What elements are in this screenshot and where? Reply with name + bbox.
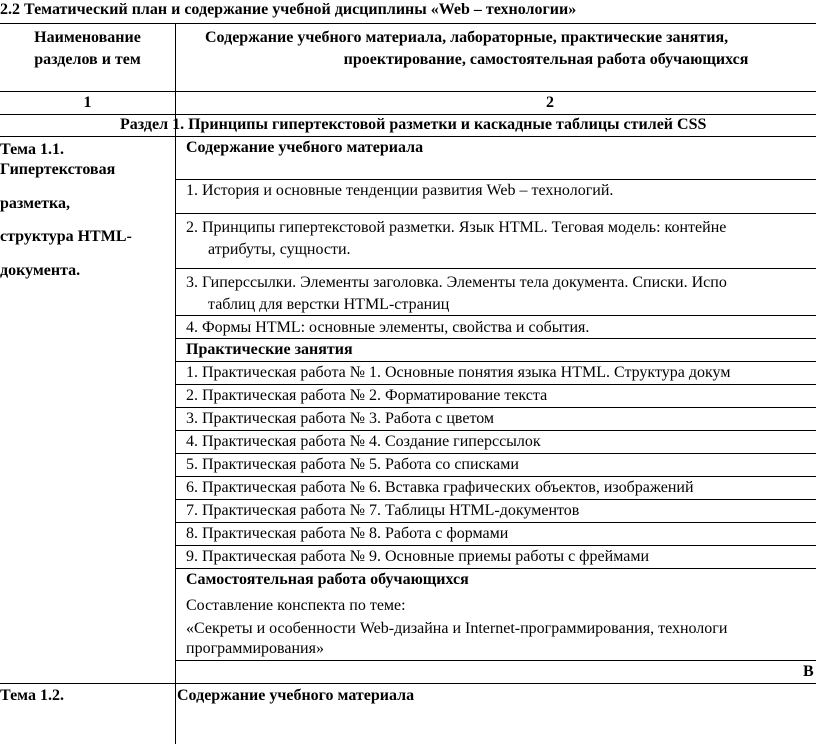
practical-item: 1. Практическая работа № 1. Основные понятия языка HTML. Структура докум [186,364,731,381]
header-col2-line1: Содержание учебного материала, лабораторные, практические занятия, [205,29,729,46]
practical-item: 5. Практическая работа № 5. Работа со списками [186,456,519,473]
table-rule [0,683,816,684]
table-rule [176,213,816,214]
content-item-cont: таблиц для верстки HTML-страниц [208,296,450,313]
table-rule [176,268,816,269]
practical-item: 2. Практическая работа № 2. Форматирование текста [186,387,548,404]
topic-line: структура HTML- [0,228,132,245]
header-col2-line2: проектирование, самостоятельная работа обучающихся [343,51,749,68]
content-title: Содержание учебного материала [177,687,415,704]
table-rule [176,407,816,408]
table-rule [176,315,816,316]
table-rule [176,545,816,546]
practical-item: 4. Практическая работа № 4. Создание гиперссылок [186,433,541,450]
table-rule [0,91,816,92]
practical-item: 6. Практическая работа № 6. Вставка графических объектов, изображений [186,479,694,496]
content-item: 2. Принципы гипертекстовой разметки. Язык HTML. Теговая модель: контейне [186,219,727,236]
content-item: 1. История и основные тенденции развития Web – технологий. [186,182,614,199]
topic-line: документа. [0,262,81,279]
topic-line: Гипертекстовая [0,161,116,178]
section-title: Раздел 1. Принципы гипертекстовой разметки и каскадные таблицы стилей CSS [120,116,707,133]
table-rule [176,499,816,500]
practical-item: 8. Практическая работа № 8. Работа с формами [186,525,509,542]
table-rule [176,384,816,385]
content-title: Содержание учебного материала [186,139,424,156]
table-rule [176,179,816,180]
topic-line: разметка, [0,195,70,212]
topic-line: Тема 1.2. [0,687,64,704]
topic-line: Тема 1.1. [0,141,64,158]
practical-item: 7. Практическая работа № 7. Таблицы HTML-документов [186,502,580,519]
table-border-top [0,23,816,24]
self-work-line: «Секреты и особенности Web-дизайна и Internet-программирования, технологи [186,620,728,637]
self-work-line: программирования» [186,640,324,657]
table-rule [176,338,816,339]
right-marker: В [803,663,814,680]
header-num-2: 2 [546,94,554,111]
table-rule [176,453,816,454]
content-item: 4. Формы HTML: основные элементы, свойства и события. [186,319,590,336]
table-rule [176,522,816,523]
column-divider [175,136,176,744]
table-rule [0,136,816,137]
table-rule [176,361,816,362]
header-col1-line2: разделов и тем [34,51,141,68]
content-item-cont: атрибуты, сущности. [208,241,351,258]
header-num-1: 1 [83,94,92,111]
table-rule [176,660,816,661]
practical-item: 9. Практическая работа № 9. Основные приемы работы с фреймами [186,548,649,565]
self-work-line: Составление конспекта по теме: [186,597,406,614]
practical-item: 3. Практическая работа № 3. Работа с цветом [186,410,495,427]
table-rule [176,430,816,431]
table-rule [176,568,816,569]
table-rule [176,476,816,477]
content-item: 3. Гиперссылки. Элементы заголовка. Элементы тела документа. Списки. Испо [186,274,727,291]
practical-title: Практические занятия [186,341,353,358]
self-work-title: Самостоятельная работа обучающихся [186,571,469,588]
header-col1-line1: Наименование [34,29,141,46]
page-heading: 2.2 Тематический план и содержание учебной дисциплины «Web – технологии» [0,1,577,18]
